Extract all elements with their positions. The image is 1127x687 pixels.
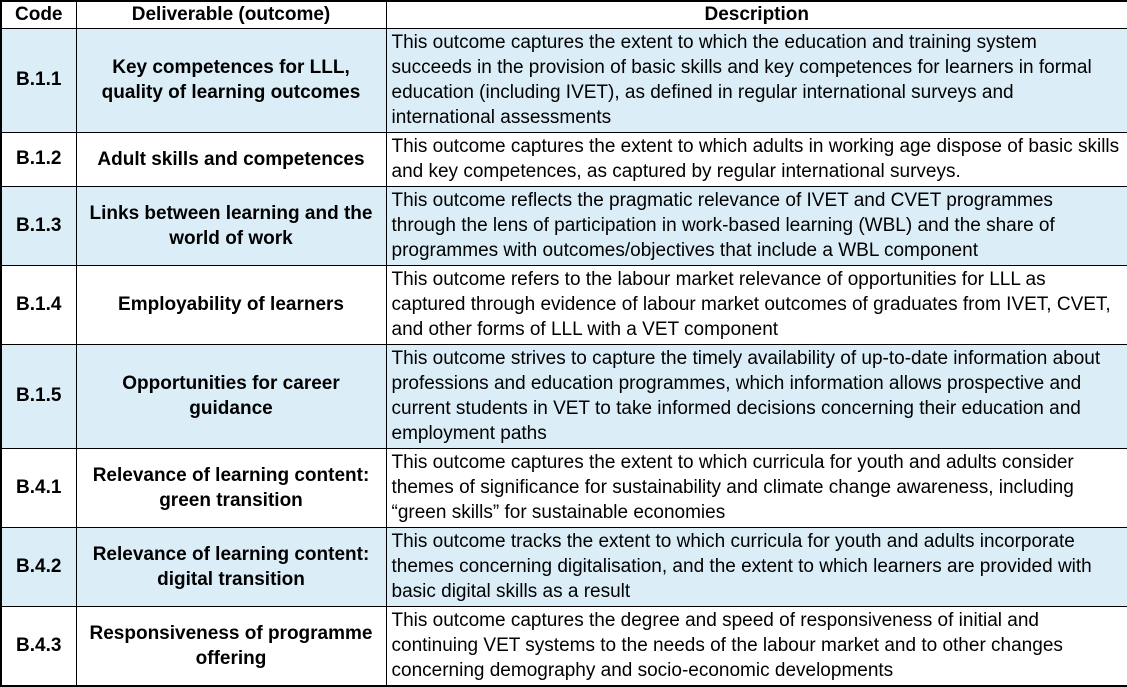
description-cell: This outcome captures the degree and speed of responsiveness of initial and continuing VET systems to the needs of the labour market and to other changes concerning demography and socio-economic developments (386, 606, 1127, 686)
column-header-code: Code (1, 1, 76, 28)
description-cell: This outcome reflects the pragmatic relevance of IVET and CVET programmes through the lens of participation in work-based learning (WBL) and the share of programmes with outcomes/objectives that include a WBL component (386, 186, 1127, 265)
description-cell: This outcome strives to capture the timely availability of up-to-date information about professions and education programmes, which information allows prospective and current students in VET to take informed decisions concerning their education and employment paths (386, 344, 1127, 448)
description-cell: This outcome captures the extent to which adults in working age dispose of basic skills and key competences, as captured by regular international surveys. (386, 132, 1127, 186)
table-header-row (1, 1, 1127, 28)
deliverable-cell: Links between learning and the world of work (76, 186, 386, 265)
deliverable-cell: Key competences for LLL, quality of learning outcomes (76, 28, 386, 132)
code-cell: B.1.3 (1, 186, 76, 265)
code-cell: B.1.2 (1, 132, 76, 186)
table-row (1, 344, 1127, 448)
column-header-deliverable: Deliverable (outcome) (76, 1, 386, 28)
table-row (1, 186, 1127, 265)
table-row (1, 28, 1127, 132)
table-row (1, 448, 1127, 527)
column-header-description: Description (386, 1, 1127, 28)
code-cell: B.1.5 (1, 344, 76, 448)
description-cell: This outcome captures the extent to which the education and training system succeeds in the provision of basic skills and key competences for learners in formal education (including IVET), as defined in regular international surveys and international assessments (386, 28, 1127, 132)
deliverable-cell: Relevance of learning content: digital transition (76, 527, 386, 606)
description-cell: This outcome refers to the labour market relevance of opportunities for LLL as captured through evidence of labour market outcomes of graduates from IVET, CVET, and other forms of LLL with a VET component (386, 265, 1127, 344)
deliverable-cell: Employability of learners (76, 265, 386, 344)
deliverable-cell: Opportunities for career guidance (76, 344, 386, 448)
deliverable-cell: Adult skills and competences (76, 132, 386, 186)
deliverable-cell: Responsiveness of programme offering (76, 606, 386, 686)
table-row (1, 606, 1127, 686)
code-cell: B.4.1 (1, 448, 76, 527)
description-cell: This outcome captures the extent to which curricula for youth and adults consider themes of significance for sustainability and climate change awareness, including “green skills” for sustainable economies (386, 448, 1127, 527)
code-cell: B.1.1 (1, 28, 76, 132)
table-row (1, 265, 1127, 344)
code-cell: B.4.2 (1, 527, 76, 606)
table-row (1, 132, 1127, 186)
deliverable-cell: Relevance of learning content: green transition (76, 448, 386, 527)
table-row (1, 527, 1127, 606)
code-cell: B.4.3 (1, 606, 76, 686)
description-cell: This outcome tracks the extent to which curricula for youth and adults incorporate themes concerning digitalisation, and the extent to which learners are provided with basic digital skills as a result (386, 527, 1127, 606)
table-body (1, 28, 1127, 686)
code-cell: B.1.4 (1, 265, 76, 344)
